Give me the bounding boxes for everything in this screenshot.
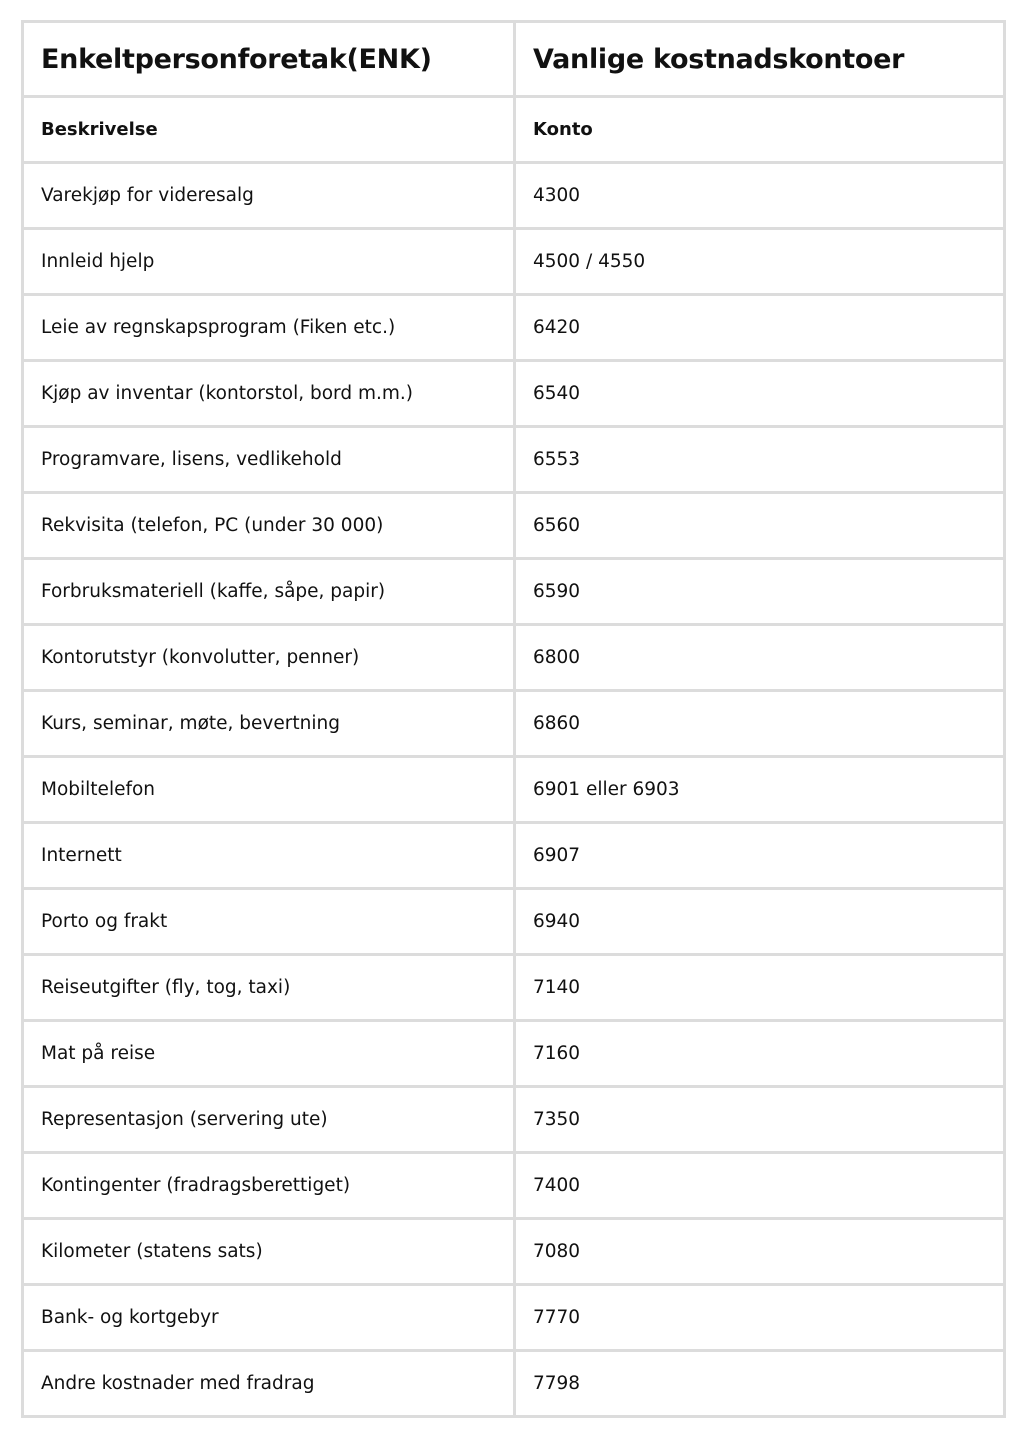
- table-row: [23, 295, 1005, 361]
- column-header-row: [23, 97, 1005, 163]
- cell-account: 7160: [515, 1021, 1005, 1087]
- table-row: [23, 493, 1005, 559]
- cell-account: 6907: [515, 823, 1005, 889]
- cell-description: Kontingenter (fradragsberettiget): [23, 1153, 515, 1219]
- table-row: [23, 625, 1005, 691]
- title-left: Enkeltpersonforetak(ENK): [23, 22, 515, 97]
- cell-account: 6940: [515, 889, 1005, 955]
- cell-description: Rekvisita (telefon, PC (under 30 000): [23, 493, 515, 559]
- cell-account: 7080: [515, 1219, 1005, 1285]
- cell-description: Reiseutgifter (fly, tog, taxi): [23, 955, 515, 1021]
- cell-description: Kontorutstyr (konvolutter, penner): [23, 625, 515, 691]
- table-row: [23, 1219, 1005, 1285]
- table-row: [23, 1153, 1005, 1219]
- table-row: [23, 823, 1005, 889]
- cell-description: Leie av regnskapsprogram (Fiken etc.): [23, 295, 515, 361]
- table-row: [23, 1351, 1005, 1417]
- cell-account: 6540: [515, 361, 1005, 427]
- cell-description: Representasjon (servering ute): [23, 1087, 515, 1153]
- expense-accounts-table: [21, 20, 1006, 1418]
- cell-account: 4300: [515, 163, 1005, 229]
- table-row: [23, 955, 1005, 1021]
- cell-account: 6420: [515, 295, 1005, 361]
- cell-account: 7350: [515, 1087, 1005, 1153]
- cell-account: 6800: [515, 625, 1005, 691]
- table-row: [23, 427, 1005, 493]
- cell-account: 4500 / 4550: [515, 229, 1005, 295]
- table-row: [23, 1021, 1005, 1087]
- cell-description: Kurs, seminar, møte, bevertning: [23, 691, 515, 757]
- column-header-description: Beskrivelse: [23, 97, 515, 163]
- cell-description: Varekjøp for videresalg: [23, 163, 515, 229]
- table-row: [23, 691, 1005, 757]
- table-title-row: [23, 22, 1005, 97]
- cell-account: 6553: [515, 427, 1005, 493]
- table-row: [23, 361, 1005, 427]
- cell-description: Innleid hjelp: [23, 229, 515, 295]
- cell-description: Kilometer (statens sats): [23, 1219, 515, 1285]
- cell-account: 7798: [515, 1351, 1005, 1417]
- cell-account: 7140: [515, 955, 1005, 1021]
- cell-account: 6590: [515, 559, 1005, 625]
- cell-description: Forbruksmateriell (kaffe, såpe, papir): [23, 559, 515, 625]
- cell-account: 6901 eller 6903: [515, 757, 1005, 823]
- table-row: [23, 757, 1005, 823]
- table-row: [23, 559, 1005, 625]
- cell-description: Porto og frakt: [23, 889, 515, 955]
- cell-description: Mat på reise: [23, 1021, 515, 1087]
- table-row: [23, 163, 1005, 229]
- cell-description: Kjøp av inventar (kontorstol, bord m.m.): [23, 361, 515, 427]
- cell-account: 7770: [515, 1285, 1005, 1351]
- table-row: [23, 889, 1005, 955]
- table-row: [23, 229, 1005, 295]
- cell-description: Mobiltelefon: [23, 757, 515, 823]
- table-row: [23, 1087, 1005, 1153]
- cell-description: Bank- og kortgebyr: [23, 1285, 515, 1351]
- cell-account: 6560: [515, 493, 1005, 559]
- cell-description: Andre kostnader med fradrag: [23, 1351, 515, 1417]
- cell-account: 6860: [515, 691, 1005, 757]
- column-header-account: Konto: [515, 97, 1005, 163]
- title-right: Vanlige kostnadskontoer: [515, 22, 1005, 97]
- cell-account: 7400: [515, 1153, 1005, 1219]
- cell-description: Internett: [23, 823, 515, 889]
- cell-description: Programvare, lisens, vedlikehold: [23, 427, 515, 493]
- table-row: [23, 1285, 1005, 1351]
